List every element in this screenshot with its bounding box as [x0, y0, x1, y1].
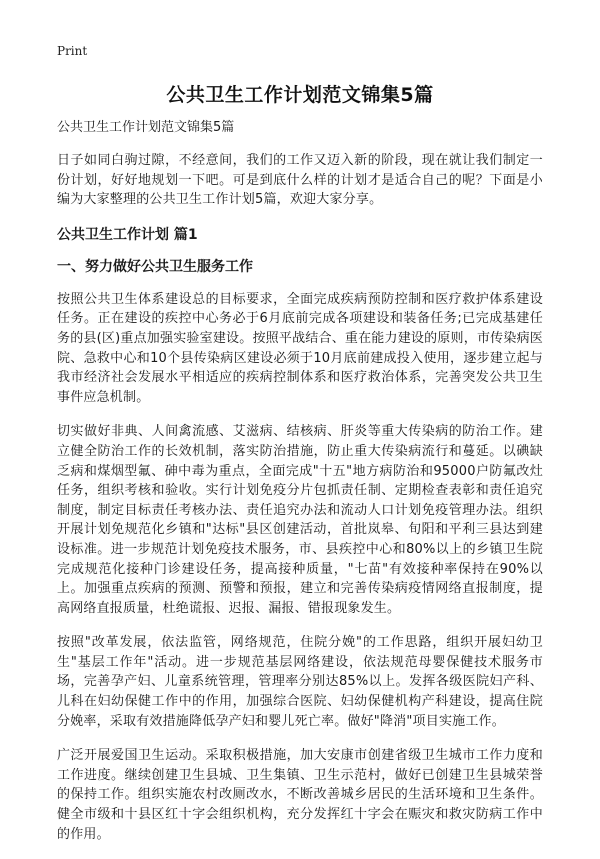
body-paragraph-2: 切实做好非典、人间禽流感、艾滋病、结核病、肝炎等重大传染病的防治工作。建立健全防治工作的长效机制，落实防治措施，防止重大传染病流行和蔓延。以碘缺乏病和煤烟型氟、砷中毒为重点，全面完成"十五"地方病防治和95000户防氟改灶任务，组织考核和验收。实行计划免疫分片包抓责任制、定期检查表彰和责任追究制度，制定目标责任考核办法、责任追究办法和流动人口计划免疫管理办法。组织开展计划免规范化乡镇和"达标"县区创建活动，首批岚皋、旬阳和平利三县达到建设标准。进一步规范计划免疫技术服务，市、县疾控中心和80%以上的乡镇卫生院完成规范化接种门诊建设任务，提高接种质量，"七苗"有效接种率保持在90%以上。加强重点疾病的预测、预警和预报，建立和完善传染病疫情网络直报制度，提高网络直报质量，杜绝谎报、迟报、漏报、错报现象发生。: [57, 424, 543, 616]
intro-paragraph: 日子如同白驹过隙，不经意间，我们的工作又迈入新的阶段，现在就让我们制定一份计划，好好地规划一下吧。可是到底什么样的计划才是适合自己的呢？下面是小编为大家整理的公共卫生工作计划5篇，欢迎大家分享。: [57, 153, 543, 208]
document-subtitle: 公共卫生工作计划范文锦集5篇: [57, 120, 235, 135]
body-paragraph-3: 按照"改革发展，依法监管，网络规范，住院分娩"的工作思路，组织开展妇幼卫生"基层工作年"活动。进一步规范基层网络建设，依法规范母婴保健技术服务市场，完善孕产妇、儿童系统管理，管理率分别达85%以上。发挥各级医院妇产科、儿科在妇幼保健工作中的作用，加强综合医院、妇幼保健机构产科建设，提高住院分娩率，采取有效措施降低孕产妇和婴儿死亡率。做好"降消"项目实施工作。: [57, 635, 543, 729]
body-paragraph-4: 广泛开展爱国卫生运动。采取积极措施，加大安康市创建省级卫生城市工作力度和工作进度。继续创建卫生县城、卫生集镇、卫生示范村，做好已创建卫生县城荣誉的保持工作。组织实施农村改厕改水，不断改善城乡居民的生活环境和卫生条件。健全市级和十县区红十字会组织机构，充分发挥红十字会在赈灾和救灾防病工作中的作用。: [57, 748, 543, 842]
print-link[interactable]: Print: [57, 44, 88, 58]
section-heading: 公共卫生工作计划 篇1: [57, 226, 198, 243]
body-paragraph-1: 按照公共卫生体系建设总的目标要求，全面完成疾病预防控制和医疗救护体系建设任务。正在建设的疾控中心务必于6月底前完成各项建设和装备任务;已完成基建任务的县(区)重点加强实验室建设。按照平战结合、重在能力建设的原则，市传染病医院、急救中心和10个县传染病区建设必须于10月底前建成投入使用，逐步建立起与我市经济社会发展水平相适应的疾病控制体系和医疗救治体系，完善突发公共卫生事件应急机制。: [57, 291, 543, 405]
subsection-heading: 一、努力做好公共卫生服务工作: [57, 258, 253, 275]
document-body: [57, 119, 543, 859]
page-title: 公共卫生工作计划范文锦集5篇: [166, 84, 434, 106]
